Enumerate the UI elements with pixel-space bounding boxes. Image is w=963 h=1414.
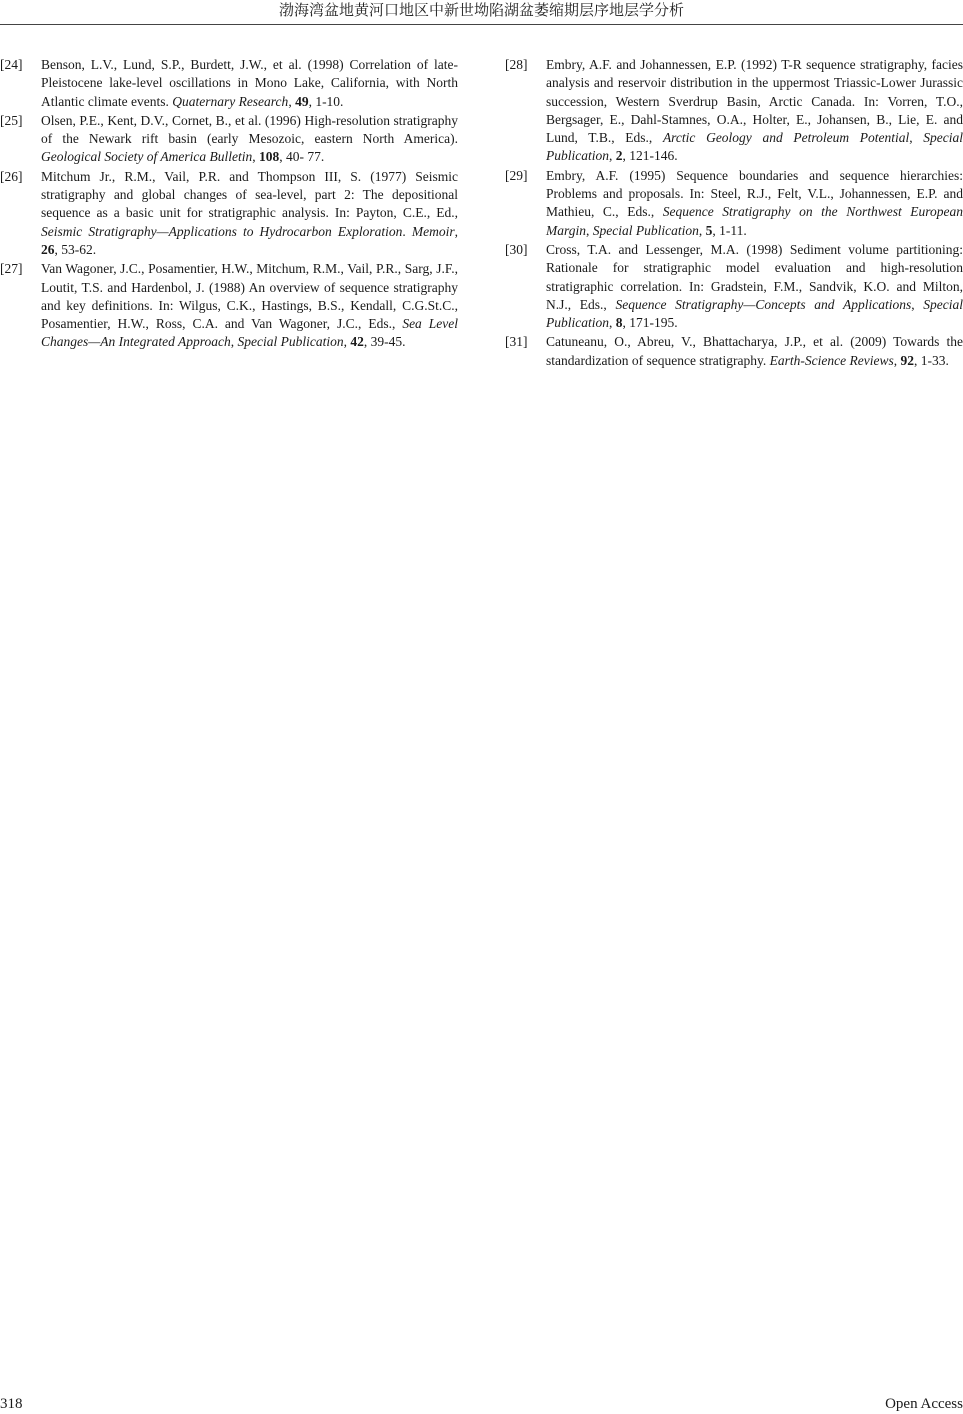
series-title: Special Publication: [546, 296, 963, 331]
reference-number: [25]: [0, 112, 23, 128]
volume: 108: [258, 149, 280, 165]
page-footer: [0, 1394, 963, 1414]
book-title: Sea Level Changes—An Integrated Approach: [41, 316, 458, 350]
reference-24: [0, 56, 458, 111]
book-title: Sequence Stratigraphy on the Northwest European Margin: [546, 204, 963, 238]
reference-30: [505, 241, 963, 332]
running-header: 渤海湾盆地黄河口地区中新世坳陷湖盆萎缩期层序地层学分析: [278, 1, 684, 19]
open-access-label: Open Access: [885, 1396, 963, 1412]
reference-25: [0, 112, 458, 167]
journal-title: Earth-Science Reviews: [769, 352, 894, 368]
reference-text: Cross, T.A. and Lessenger, M.A. (1998) Sediment volume partitioning: Rationale for stratigraphic model evaluation and high-resolution stratigraphic correlation. In: Gradstein, F.M., Sandvik, K.O. and Milton, N.J., Eds., Sequence Stratigraphy—Concepts and Applications, Special Publication, 8, 171-195.: [546, 241, 963, 331]
series-title: Memoir: [411, 223, 455, 239]
reference-number: [30]: [505, 241, 528, 257]
reference-text: Catuneanu, O., Abreu, V., Bhattacharya, J.P., et al. (2009) Towards the standardization of sequence stratigraphy. Earth-Science Reviews, 92, 1-33.: [546, 334, 963, 368]
reference-31: [505, 333, 963, 370]
volume: 42: [350, 334, 364, 350]
reference-text: Van Wagoner, J.C., Posamentier, H.W., Mitchum, R.M., Vail, P.R., Sarg, J.F., Loutit, T.S. and Hardenbol, J. (1988) An overview of sequence stratigraphy and key definitions. In: Wilgus, C.K., Hastings, B.S., Kendall, C.G.St.C., Posamentier, H.W., Ross, C.A. and Van Wagoner, J.C., Eds., Sea Level Changes—An Integrated Approach, Special Publication, 42, 39-45.: [41, 261, 458, 350]
volume: 92: [900, 352, 914, 368]
reference-28: [505, 56, 963, 166]
series-title: Special Publication: [592, 222, 699, 238]
book-title: Seismic Stratigraphy—Applications to Hydrocarbon Exploration: [41, 223, 403, 239]
series-title: Special Publication: [546, 130, 963, 164]
reference-number: [29]: [505, 167, 528, 183]
volume: 5: [705, 222, 713, 238]
reference-text: Mitchum Jr., R.M., Vail, P.R. and Thompson III, S. (1977) Seismic stratigraphy and global changes of sea-level, part 2: The depositional sequence as a basic unit for stratigraphic analysis. In: Payton, C.E., Ed., Seismic Stratigraphy—Applications to Hydrocarbon Exploration. Memoir, 26, 53-62.: [41, 168, 458, 257]
reference-number: [27]: [0, 261, 23, 277]
references-right-column: [505, 56, 963, 371]
volume: 2: [615, 148, 623, 164]
book-title: Sequence Stratigraphy—Concepts and Applications: [615, 296, 912, 312]
reference-text: Embry, A.F. (1995) Sequence boundaries and sequence hierarchies: Problems and proposals. In: Steel, R.J., Felt, V.L., Johannessen, E.P. and Mathieu, C., Eds., Sequence Stratigraphy on the Northwest European Margin, Special Publication, 5, 1-11.: [546, 167, 963, 238]
volume: 49: [295, 93, 309, 109]
reference-29: [505, 167, 963, 240]
reference-number: [26]: [0, 168, 23, 184]
reference-26: [0, 168, 458, 259]
volume: 8: [615, 315, 623, 331]
journal-title: Geological Society of America Bulletin: [41, 149, 253, 165]
header-divider: [0, 24, 963, 25]
reference-number: [28]: [505, 57, 528, 72]
book-title: Arctic Geology and Petroleum Potential: [662, 130, 910, 146]
references-left-column: [0, 56, 458, 353]
journal-title: Quaternary Research: [172, 93, 289, 109]
series-title: Special Publication: [237, 334, 344, 350]
reference-number: [31]: [505, 334, 528, 350]
reference-text: Benson, L.V., Lund, S.P., Burdett, J.W., et al. (1998) Correlation of late-Pleistocene lake-level oscillations in Mono Lake, California, with North Atlantic climate events. Quaternary Research, 49, 1-10.: [41, 57, 458, 109]
volume: 26: [41, 241, 55, 257]
reference-27: [0, 260, 458, 351]
reference-text: Embry, A.F. and Johannessen, E.P. (1992) T-R sequence stratigraphy, facies analysis and reservoir distribution in the uppermost Triassic-Lower Jurassic succession, Western Sverdrup Basin, Arctic Canada. In: Vorren, T.O., Bergsager, E., Dahl-Stamnes, O.A., Holter, E., Johansen, B., Lie, E. and Lund, T.B., Eds., Arctic Geology and Petroleum Potential, Special Publication, 2, 121-146.: [546, 57, 963, 164]
reference-number: [24]: [0, 57, 23, 72]
reference-text: Olsen, P.E., Kent, D.V., Cornet, B., et al. (1996) High-resolution stratigraphy of the Newark rift basin (early Mesozoic, eastern North America). Geological Society of America Bulletin, 108, 40- 77.: [41, 112, 458, 165]
page-number: 318: [0, 1396, 23, 1412]
